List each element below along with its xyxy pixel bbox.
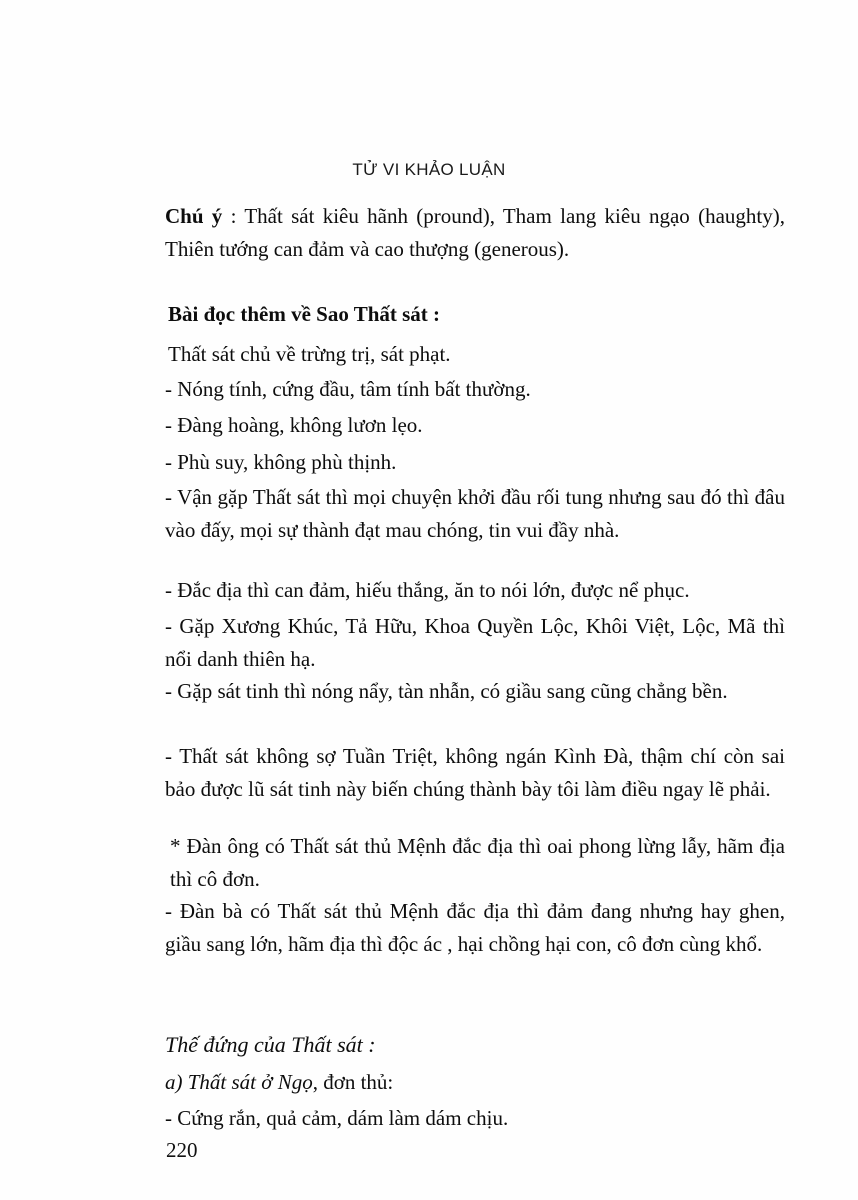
- running-head: TỬ VI KHẢO LUẬN: [352, 160, 506, 179]
- case-a-item: - Cứng rắn, quả cảm, dám làm dám chịu.: [165, 1106, 509, 1130]
- case-a-heading: [165, 1066, 785, 1099]
- list-item: - Vận gặp Thất sát thì mọi chuyện khởi đầu rối tung nhưng sau đó thì đâu vào đấy, mọi sự thành đạt mau chóng, tin vui đầy nhà.: [165, 485, 785, 542]
- section-intro: Thất sát chủ về trừng trị, sát phạt.: [168, 342, 451, 366]
- list-item: - Thất sát không sợ Tuần Triệt, không ngán Kình Đà, thậm chí còn sai bảo được lũ sát tinh này biến chúng thành bày tôi làm điều ngay lẽ phải.: [165, 744, 785, 801]
- page-number: 220: [166, 1138, 198, 1162]
- note-paragraph: [165, 200, 785, 266]
- note-separator: :: [222, 204, 245, 228]
- list-item: - Đắc địa thì can đảm, hiếu thắng, ăn to nói lớn, được nể phục.: [165, 578, 690, 602]
- list-item: - Gặp sát tinh thì nóng nẩy, tàn nhẫn, có giầu sang cũng chẳng bền.: [165, 679, 728, 703]
- subsection-heading: Thế đứng của Thất sát :: [165, 1032, 376, 1057]
- list-item: - Đàng hoàng, không lươn lẹo.: [165, 413, 423, 437]
- list-item: - Đàn bà có Thất sát thủ Mệnh đắc địa thì đảm đang nhưng hay ghen, giầu sang lớn, hãm địa thì độc ác , hại chồng hại con, cô đơn cùng khổ.: [165, 899, 785, 956]
- note-label: Chú ý: [165, 204, 223, 228]
- list-item: * Đàn ông có Thất sát thủ Mệnh đắc địa thì oai phong lừng lẫy, hãm địa thì cô đơn.: [170, 834, 785, 891]
- list-item: - Nóng tính, cứng đầu, tâm tính bất thường.: [165, 377, 531, 401]
- case-a-suffix: , đơn thủ:: [312, 1070, 394, 1094]
- list-item: - Phù suy, không phù thịnh.: [165, 450, 397, 474]
- note-text: Thất sát kiêu hãnh (pround), Tham lang kiêu ngạo (haughty), Thiên tướng can đảm và cao thượng (generous).: [165, 204, 785, 261]
- section-heading: Bài đọc thêm về Sao Thất sát :: [168, 302, 441, 326]
- list-item: - Gặp Xương Khúc, Tả Hữu, Khoa Quyền Lộc, Khôi Việt, Lộc, Mã thì nổi danh thiên hạ.: [165, 614, 785, 671]
- case-a-title: a) Thất sát ở Ngọ: [165, 1070, 313, 1094]
